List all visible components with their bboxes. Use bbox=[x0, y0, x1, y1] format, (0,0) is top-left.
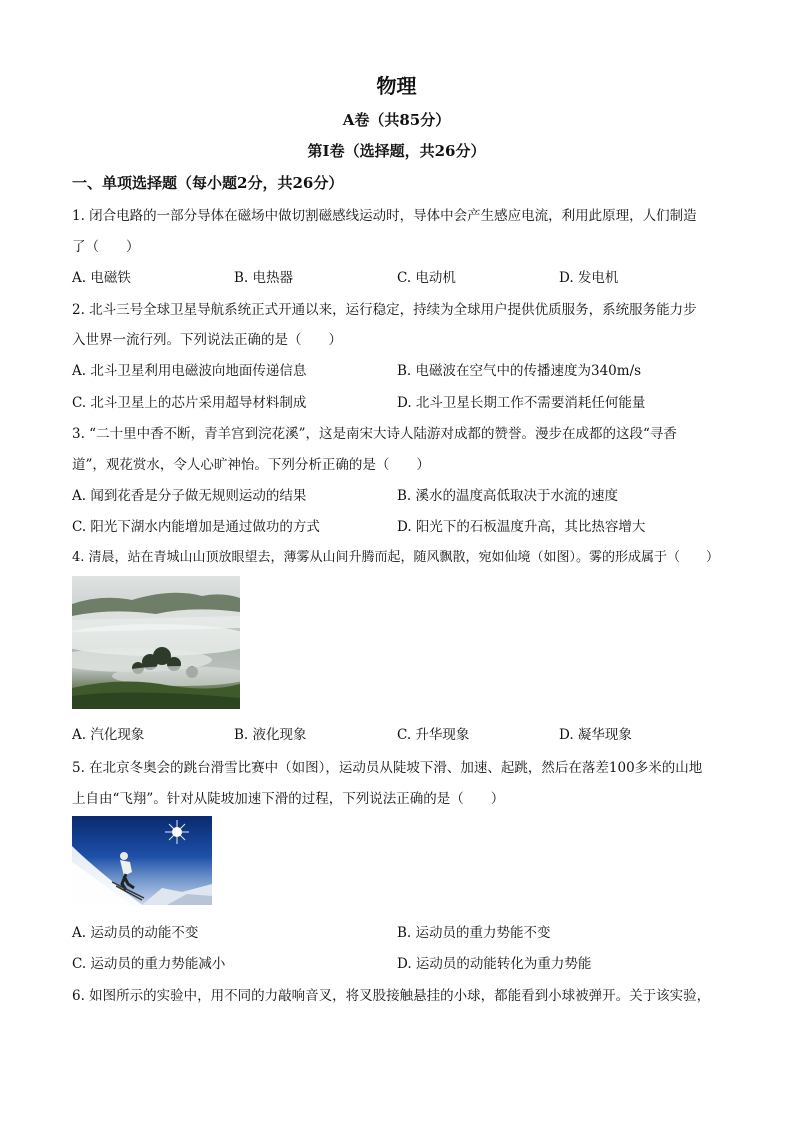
question-2-option-d: D. 北斗卫星长期工作不需要消耗任何能量 bbox=[397, 395, 646, 411]
section-heading: 一、单项选择题（每小题2分，共26分） bbox=[72, 174, 344, 192]
question-1-option-b: B. 电热器 bbox=[234, 270, 294, 286]
question-5-option-d: D. 运动员的动能转化为重力势能 bbox=[397, 956, 592, 972]
question-2-line-1: 2. 北斗三号全球卫星导航系统正式开通以来，运行稳定，持续为全球用户提供优质服务，系统服务能力步 bbox=[72, 302, 697, 318]
question-3-line-2: 道”，观花赏水，令人心旷神怡。下列分析正确的是（ ） bbox=[72, 457, 430, 473]
question-4-option-a: A. 汽化现象 bbox=[72, 727, 145, 743]
question-3-option-d: D. 阳光下的石板温度升高，其比热容增大 bbox=[397, 519, 646, 535]
question-3-option-c: C. 阳光下湖水内能增加是通过做功的方式 bbox=[72, 519, 320, 535]
question-3-option-b: B. 溪水的温度高低取决于水流的速度 bbox=[397, 488, 619, 504]
question-4-option-c: C. 升华现象 bbox=[397, 727, 470, 743]
page-title: 物理 bbox=[376, 74, 417, 98]
question-5-option-c: C. 运动员的重力势能减小 bbox=[72, 956, 226, 972]
question-1-option-d: D. 发电机 bbox=[559, 270, 619, 286]
question-4-option-d: D. 凝华现象 bbox=[559, 727, 632, 743]
question-2-option-c: C. 北斗卫星上的芯片采用超导材料制成 bbox=[72, 395, 307, 411]
question-3-line-1: 3. “二十里中香不断，青羊宫到浣花溪”，这是南宋大诗人陆游对成都的赞誉。漫步在成都的这段“寻香 bbox=[72, 426, 677, 442]
question-5-line-1: 5. 在北京冬奥会的跳台滑雪比赛中（如图），运动员从陡坡下滑、加速、起跳，然后在落差100多米的山地 bbox=[72, 760, 703, 776]
question-3-option-a: A. 闻到花香是分子做无规则运动的结果 bbox=[72, 488, 307, 504]
question-1-line-2: 了（ ） bbox=[72, 239, 140, 255]
question-6-line-1: 6. 如图所示的实验中，用不同的力敲响音叉，将叉股接触悬挂的小球，都能看到小球被弹开。关于该实验， bbox=[72, 988, 711, 1004]
question-2-line-2: 入世界一流行列。下列说法正确的是（ ） bbox=[72, 332, 342, 348]
question-2-option-b: B. 电磁波在空气中的传播速度为340m/s bbox=[397, 363, 642, 379]
question-4-option-b: B. 液化现象 bbox=[234, 727, 307, 743]
question-5-option-b: B. 运动员的重力势能不变 bbox=[397, 925, 551, 941]
question-1-line-1: 1. 闭合电路的一部分导体在磁场中做切割磁感线运动时，导体中会产生感应电流，利用此原理，人们制造 bbox=[72, 208, 697, 224]
question-5-line-2: 上自由“飞翔”。针对从陡坡加速下滑的过程，下列说法正确的是（ ） bbox=[72, 791, 505, 807]
ski-jumper-image bbox=[72, 816, 212, 905]
question-1-option-a: A. 电磁铁 bbox=[72, 270, 131, 286]
fog-mountain-image bbox=[72, 576, 240, 709]
volume-title: A卷（共85分） bbox=[342, 111, 451, 129]
question-5-option-a: A. 运动员的动能不变 bbox=[72, 925, 199, 941]
question-1-option-c: C. 电动机 bbox=[397, 270, 456, 286]
part-title: 第Ⅰ卷（选择题，共26分） bbox=[307, 142, 486, 160]
question-4-line-1: 4. 清晨，站在青城山山顶放眼望去，薄雾从山间升腾而起，随风飘散，宛如仙境（如图）。雾的形成属于（ ） bbox=[72, 550, 720, 565]
question-2-option-a: A. 北斗卫星利用电磁波向地面传递信息 bbox=[72, 363, 307, 379]
